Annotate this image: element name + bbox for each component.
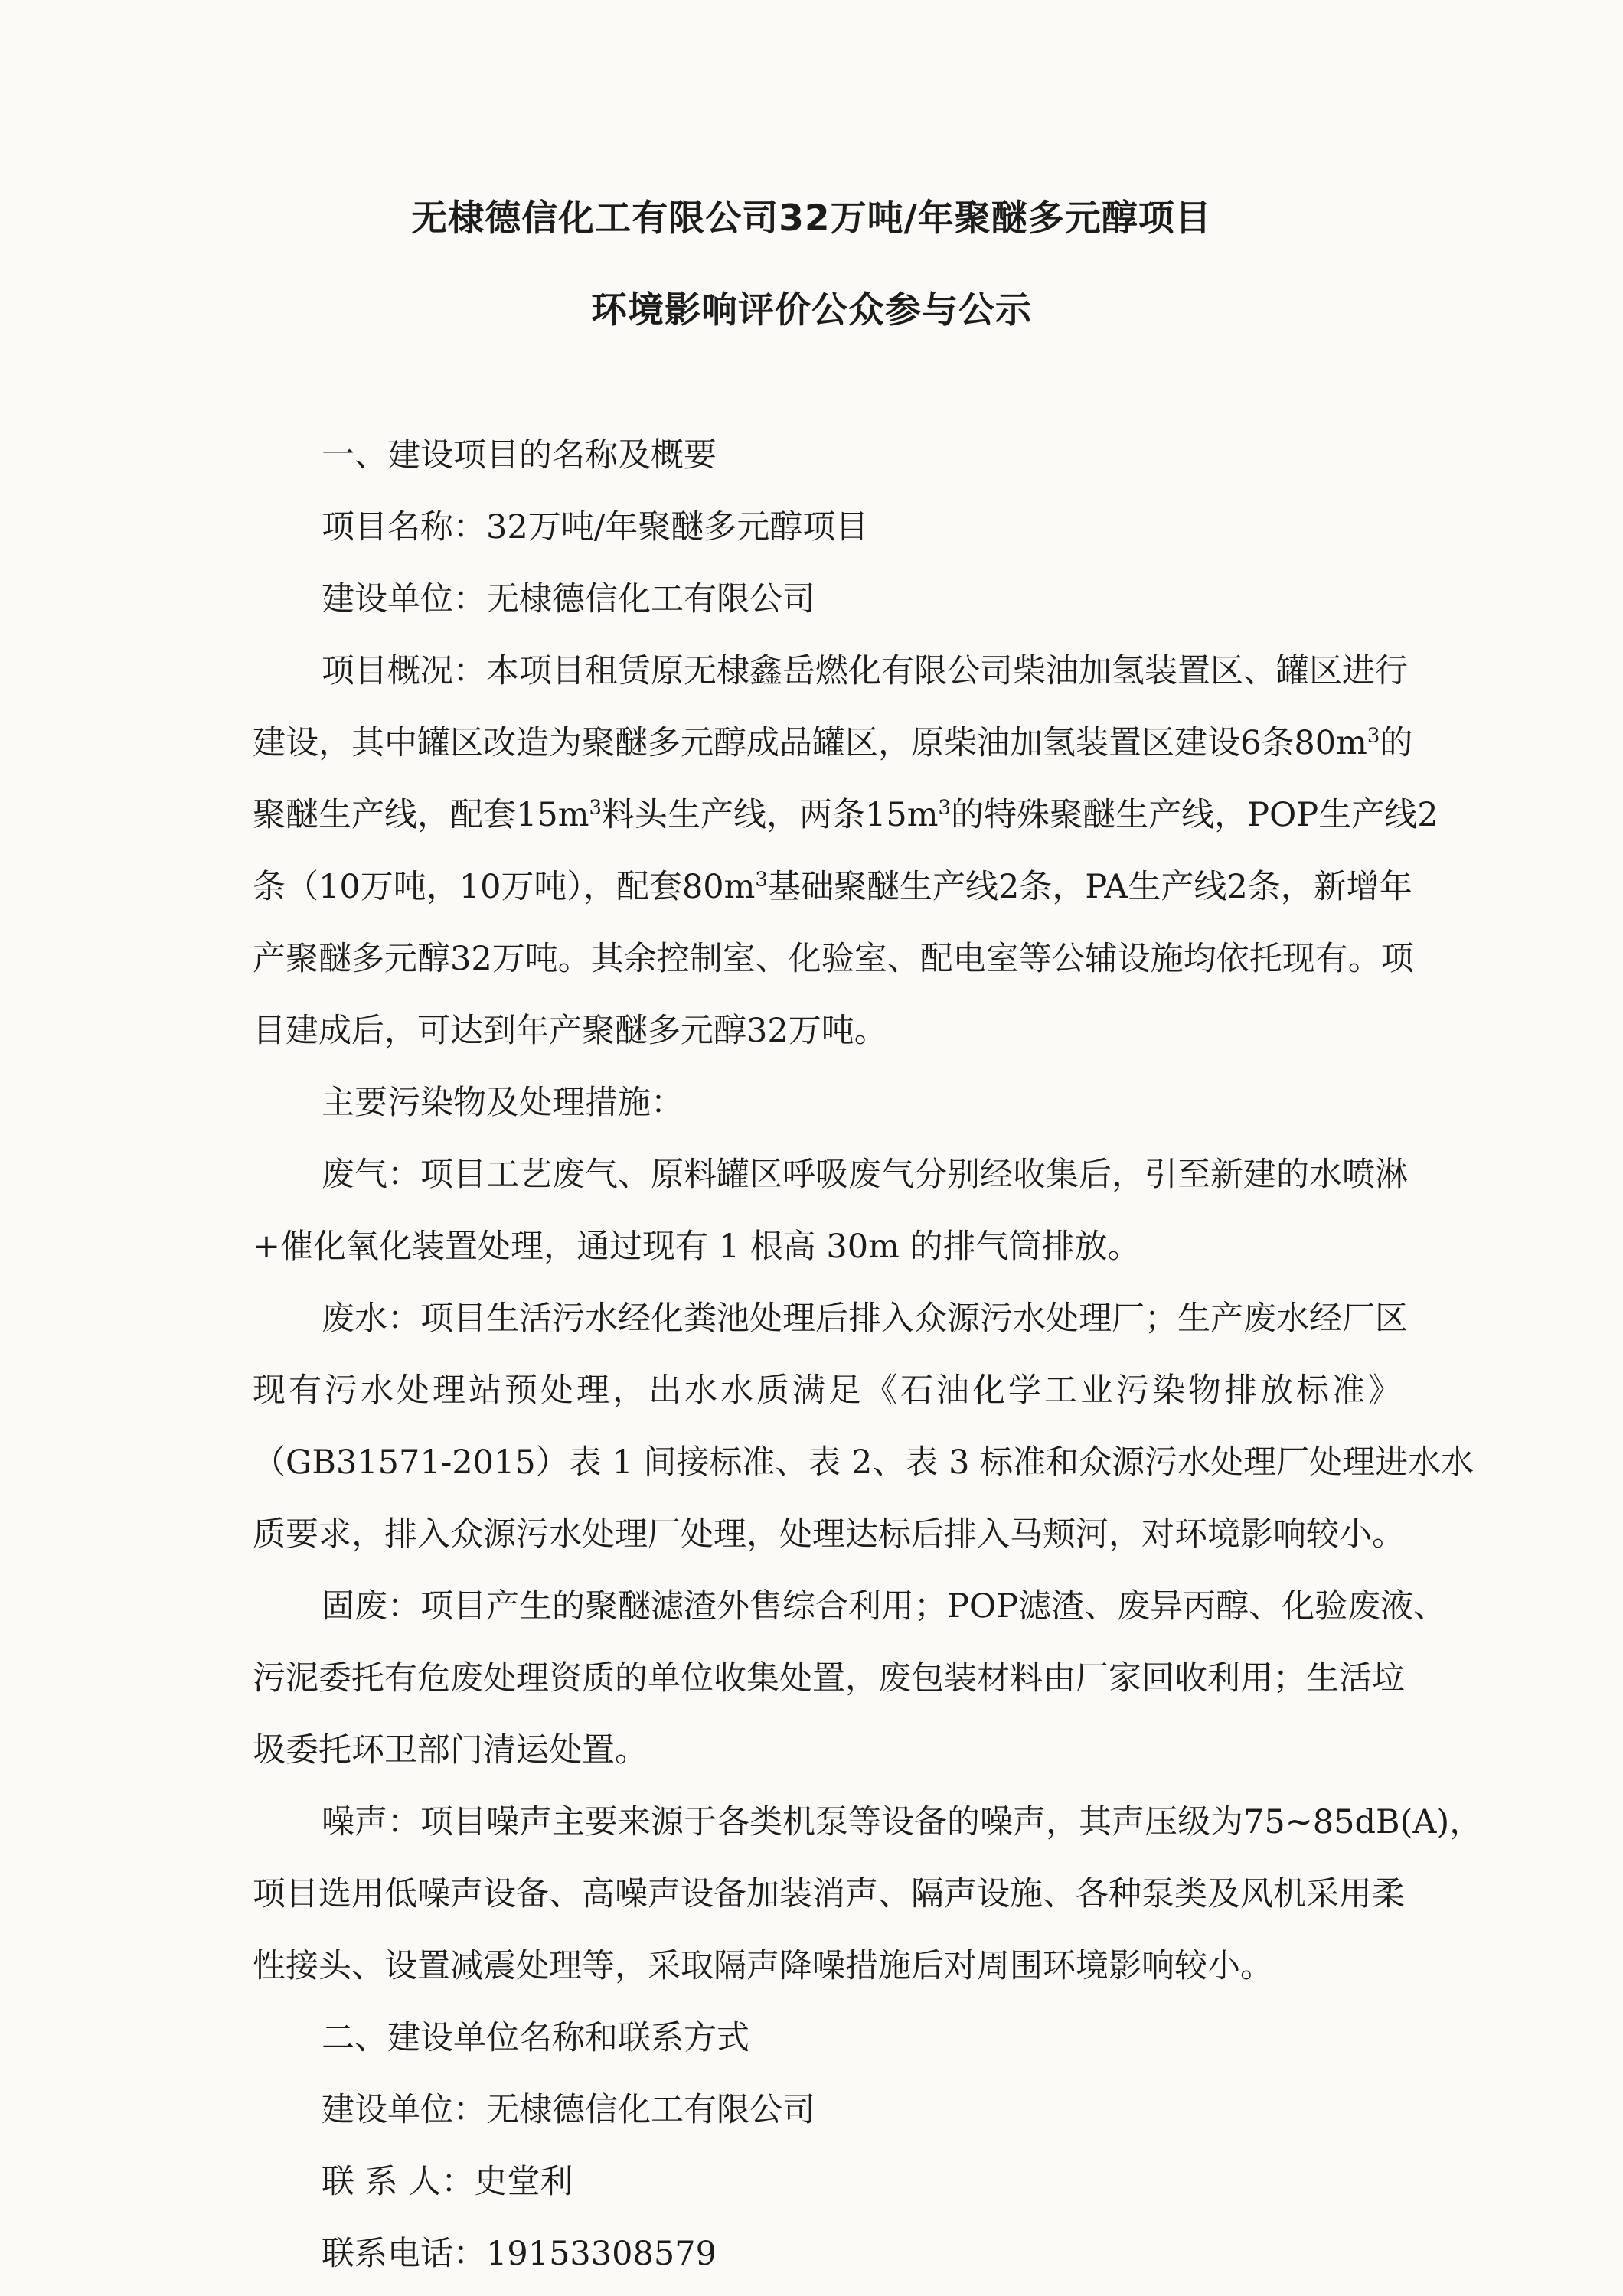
noise-paragraph: 噪声：项目噪声主要来源于各类机泵等设备的噪声，其声压级为75~85dB(A)， 项目选用低噪声设备、高噪声设备加装消声、隔声设施、各种泵类及风机采用柔 性接头、设置减震处理等，采取隔声降噪措施后对周围环境影响较小。 — [253, 1803, 1483, 1985]
document-subtitle: 环境影响评价公众参与公示 — [591, 289, 1032, 331]
overview-line: 目建成后，可达到年产聚醚多元醇32万吨。 — [253, 1012, 887, 1050]
section-heading-1: 一、建设项目的名称及概要 — [322, 436, 717, 475]
overview-line: 产聚醚多元醇32万吨。其余控制室、化验室、配电室等公辅设施均依托现有。项 — [253, 940, 1414, 978]
pollutants-heading: 主要污染物及处理措施： — [322, 1084, 684, 1122]
document-body — [253, 419, 1483, 2290]
overview-line: 聚醚生产线，配套$15m^3$料头生产线，两条$15m^3$的特殊聚醚生产线，POP生产线2 — [253, 796, 1438, 834]
overview-line: 建设，其中罐区改造为聚醚多元醇成品罐区，原柴油加氢装置区建设6条$80m^3$的 — [253, 724, 1413, 762]
overview-line: 条（10万吨，10万吨），配套$80m^3$基础聚醚生产线2条，PA生产线2条，新增年 — [253, 868, 1412, 906]
project-name: 项目名称：32万吨/年聚醚多元醇项目 — [322, 508, 869, 546]
contact-unit: 建设单位：无棣德信化工有限公司 — [322, 2091, 815, 2129]
construction-unit: 建设单位：无棣德信化工有限公司 — [322, 580, 815, 618]
project-overview — [253, 635, 1438, 1067]
solid-waste-paragraph: 固废：项目产生的聚醚滤渣外售综合利用；POP滤渣、废异丙醇、化验废液、 污泥委托有危废处理资质的单位收集处置，废包装材料由厂家回收利用；生活垃 圾委托环卫部门清运处置。 — [253, 1587, 1447, 1769]
section-heading-2: 二、建设单位名称和联系方式 — [322, 2019, 749, 2057]
contact-phone: 联系电话：19153308579 — [322, 2235, 717, 2273]
overview-line: 项目概况：本项目租赁原无棣鑫岳燃化有限公司柴油加氢装置区、罐区进行 — [322, 652, 1408, 690]
contact-person: 联 系 人：史堂利 — [322, 2163, 573, 2201]
waste-water-paragraph: 废水：项目生活污水经化粪池处理后排入众源污水处理厂；生产废水经厂区 现有污水处理站预处理，出水水质满足《石油化学工业污染物排放标准》 （GB31571-2015）表 1 间接标准、表 2、表 3 标准和众源污水处理厂处理进水水 质要求，排入众源污水处理厂处理，处理达标后排入马颊河，对环境影响较小。 — [253, 1300, 1474, 1554]
document-title: 无棣德信化工有限公司32万吨/年聚醚多元醇项目 — [411, 197, 1212, 240]
waste-gas-paragraph: 废气：项目工艺废气、原料罐区呼吸废气分别经收集后，引至新建的水喷淋 +催化氧化装置处理，通过现有 1 根高 30m 的排气筒排放。 — [253, 1156, 1408, 1266]
